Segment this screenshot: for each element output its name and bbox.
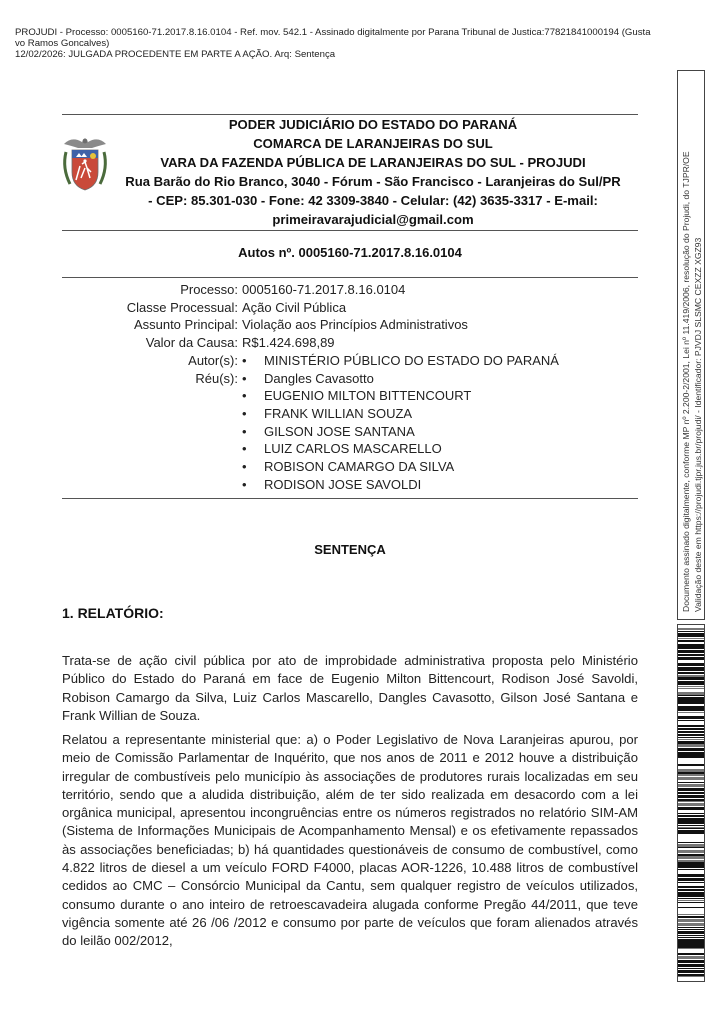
reu-name: Dangles Cavasotto [264,370,374,386]
barcode-bar [678,889,704,891]
assunto-label: Assunto Principal: [133,317,238,333]
bullet-icon: • [242,370,247,386]
bullet-icon: • [242,459,247,475]
reu-item [238,387,471,405]
case-info-table [62,281,559,493]
autores-label: Autor(s): [188,352,238,368]
barcode-bar [678,721,704,724]
barcode-bar [678,728,704,730]
reu-item [238,458,454,476]
barcode-bar [678,956,704,959]
court-name: PODER JUDICIÁRIO DO ESTADO DO PARANÁ [228,117,518,132]
bullet-icon: • [242,388,247,404]
reu-item [238,405,412,423]
bullet-icon: • [242,352,247,368]
barcode-bar [678,708,704,711]
barcode-bar [678,788,704,791]
reu-name: ROBISON CAMARGO DA SILVA [264,459,455,475]
barcode-bar [678,933,704,934]
barcode-bar [678,716,704,719]
reu-name: FRANK WILLIAN SOUZA [264,405,413,421]
barcode-bar [678,813,704,814]
case-info-row-reu [62,423,559,441]
bullet-icon: • [242,423,247,439]
barcode-bar [678,968,704,969]
reu-name: LUIZ CARLOS MASCARELLO [264,441,442,457]
case-info-row-classe [62,299,559,317]
classe-label: Classe Processual: [126,299,238,315]
parana-coat-of-arms-icon [60,134,110,194]
stamp-line-3: 12/02/2026: JULGADA PROCEDENTE EM PARTE A AÇÃO. Arq: Sentença [15,49,336,61]
barcode-bar [678,866,704,868]
barcode-bar [678,650,704,653]
barcode-bar [678,638,704,639]
reu-name: RODISON JOSE SAVOLDI [264,476,422,492]
barcode-bar [678,695,704,696]
processo-label: Processo: [180,282,238,297]
barcode-bar [678,935,704,936]
stamp-line-2: vo Ramos Goncalves) [15,38,110,50]
barcode-bar [678,953,704,955]
barcode-bar [678,927,704,928]
court-email: primeiravarajudicial@gmail.com [272,211,474,227]
barcode-bar [678,838,704,841]
barcode-bar [678,914,704,915]
barcode-bar [678,669,704,671]
classe-value: Ação Civil Pública [242,299,347,315]
autor-item [238,352,559,370]
barcode-bar [678,672,704,674]
header-top-divider [62,114,638,115]
assunto-value: Violação aos Princípios Administrativos [242,317,468,333]
case-info-row-assunto [62,316,559,334]
barcode-bar [678,970,704,973]
stamp-line-1: PROJUDI - Processo: 0005160-71.2017.8.16.0104 - Ref. mov. 542.1 - Assinado digitalmente por Parana Tribunal de Justica:77821841000194 (Gusta [15,27,651,38]
reu-name: EUGENIO MILTON BITTENCOURT [264,388,472,404]
barcode-bar [678,661,704,662]
valor-label: Valor da Causa: [145,335,238,351]
barcode-bar [678,686,704,687]
barcode-bar [678,795,704,798]
reu-item [238,440,442,458]
validation-barcode [677,624,705,982]
case-info-row-reu [62,405,559,423]
barcode-bar [678,774,704,776]
barcode-bar [678,976,704,977]
case-info-row-processo [62,281,559,299]
barcode-bar [678,886,704,888]
barcode-bar [678,948,704,949]
barcode-bar [678,964,704,967]
barcode-bar [678,874,704,877]
barcode-bar [678,902,704,903]
case-info-row-reu [62,458,559,476]
case-info-top-divider [62,277,638,278]
header-bottom-divider [62,230,638,231]
barcode-bar [678,725,704,727]
barcode-bar [678,916,704,918]
barcode-bar [678,801,704,802]
barcode-bar [678,646,704,649]
bullet-icon: • [242,441,247,457]
barcode-bar [678,635,704,637]
autos-number: Autos nº. 0005160-71.2017.8.16.0104 [238,245,462,260]
barcode-bar [678,821,704,824]
barcode-bar [678,792,704,794]
bullet-icon: • [242,476,247,492]
barcode-bar [678,737,704,738]
barcode-bar [678,950,704,952]
barcode-bar [678,683,704,685]
barcode-bar [678,898,704,899]
barcode-bar [678,782,704,783]
barcode-bar [678,911,704,913]
barcode-bar [678,850,704,853]
barcode-bar [678,677,704,680]
case-info-row-autor [62,352,559,370]
barcode-bar [678,732,704,733]
barcode-bar [678,750,704,751]
barcode-bar [678,640,704,642]
barcode-bar [678,657,704,660]
case-info-row-valor [62,334,559,352]
section-heading-relatorio: 1. RELATÓRIO: [62,605,164,621]
court-header [110,116,636,229]
barcode-bar [678,882,704,883]
barcode-bar [678,739,704,740]
barcode-bar [678,654,704,656]
barcode-bar [678,960,704,963]
barcode-bar [678,834,704,837]
document-stamp-header [15,27,675,61]
barcode-bar [678,929,704,930]
barcode-bar [678,734,704,736]
valor-value: R$1.424.698,89 [242,335,335,351]
vara-name: VARA DA FAZENDA PÚBLICA DE LARANJEIRAS DO SUL - PROJUDI [160,154,586,170]
barcode-bar [678,847,704,848]
barcode-bar [678,828,704,829]
digital-signature-sidebar [677,70,705,620]
barcode-bar [678,803,704,806]
barcode-bar [678,937,704,938]
barcode-bar [678,923,704,926]
reu-item [238,370,374,388]
barcode-bar [678,856,704,859]
bullet-icon: • [242,405,247,421]
barcode-bar [678,713,704,715]
barcode-bar [678,842,704,843]
processo-value: 0005160-71.2017.8.16.0104 [242,282,406,297]
barcode-bar [678,807,704,810]
case-info-row-reu [62,476,559,494]
validation-identifier: Validação deste em https://projudi.tjpr.jus.br/projudi/ - Identificador: PJVDJ SLSMC CEXZZ XGZ93 [692,237,703,612]
reu-item [238,423,415,441]
barcode-bar [678,919,704,922]
barcode-bar [678,895,704,897]
signature-validation-text [679,70,707,620]
case-info-row-reu [62,370,559,388]
case-info-bottom-divider [62,498,638,499]
barcode-bar [678,755,704,758]
reu-item [238,476,421,494]
barcode-bar [678,816,704,817]
comarca-name: COMARCA DE LARANJEIRAS DO SUL [253,135,493,151]
barcode-bar [678,825,704,826]
case-info-row-reu [62,440,559,458]
barcode-bar [678,744,704,747]
autor-name: MINISTÉRIO PÚBLICO DO ESTADO DO PARANÁ [264,352,559,368]
barcode-bar [678,784,704,787]
reu-name: GILSON JOSE SANTANA [264,423,415,439]
body-paragraph: Trata-se de ação civil pública por ato de improbidade administrativa proposta pelo Ministério Público do Estado do Paraná em face de Eugenio Milton Bittencourt, Rodison José Savoldi, Robison Camargo da Silva, Luiz Carlos Mascarello, Dangles Cavasotto, Gilson José Santana e Frank Willian de Souza. [62,653,638,723]
reus-label: Réu(s): [195,370,238,386]
case-info-row-reu [62,387,559,405]
barcode-bar [678,628,704,630]
barcode-bar [678,878,704,881]
court-address: Rua Barão do Rio Branco, 3040 - Fórum - São Francisco - Laranjeiras do Sul/PR [125,173,621,189]
barcode-bar [678,870,704,873]
body-paragraph: Relatou a representante ministerial que: a) o Poder Legislativo de Nova Laranjeiras apurou, por meio de Comissão Parlamentar de Inquérito, que nos anos de 2011 e 2012 houve a distribuição irregular de combustíveis pelo município às associações de produtores rurais localizadas em seu território, sendo que a aludida distribuição, além de ter sido realizada em desacordo com a lei orgânica municipal, apresentou incongruências entre os números registrados no relatório SIM-AM (Sistema de Informações Municipais de Acompanhamento Mensal) e os efetivamente repassados às associações beneficiadas; b) há quantidades questionáveis de consumo de combustível, como 4.822 litros de diesel a um veículo FORD F4000, placas AOR-1226, 10.488 litros de combustível cedidos ao CMC – Consórcio Municipal da Cantu, sem qualquer registro de veículos utilizados, consumo durante o ano inteiro de retroescavadeira alugada conforme Pregão 44/2011, que teve vigência somente até 26 /06 /2012 e consumo por parte de veículos que foram alienados através do leilão 002/2012, [62,732,638,949]
barcode-bar [678,663,704,666]
signature-notice: Documento assinado digitalmente, conforme MP nº 2.200-2/2001, Lei nº 11.419/2006, resolução do Projudi, do TJPR/OE [681,151,691,612]
barcode-bar [678,900,704,901]
document-title: SENTENÇA [314,542,386,557]
court-contact: - CEP: 85.301-030 - Fone: 42 3309-3840 - Celular: (42) 3635-3317 - E-mail: [148,192,598,208]
